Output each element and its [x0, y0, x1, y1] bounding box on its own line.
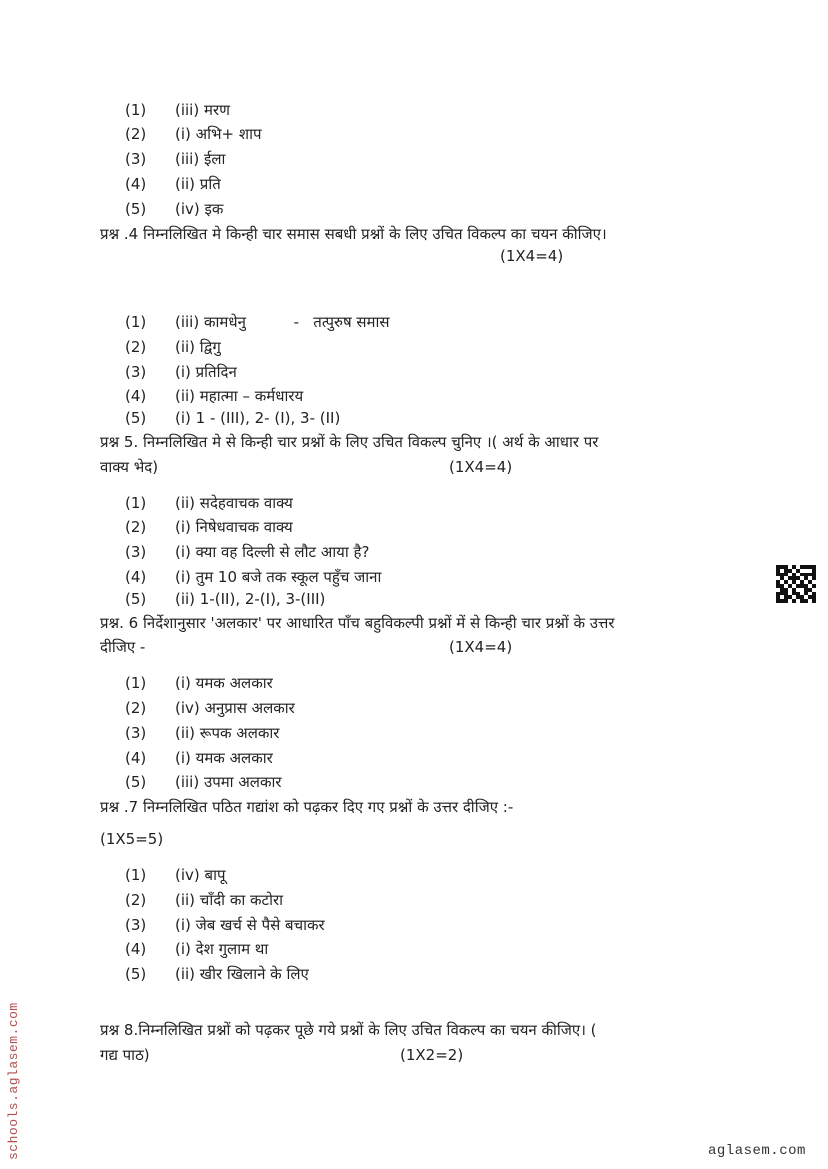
- question-5-text: प्रश्न 5. निम्नलिखित मे से किन्ही चार प्रश्नों के लिए उचित विकल्प चुनिए ।( अर्थ के आधार पर: [100, 433, 599, 451]
- question-8-text: प्रश्न 8.निम्नलिखित प्रश्नों को पढ़कर पूछे गये प्रश्नों के लिए उचित विकल्प का चयन कीजिए। (: [100, 1021, 597, 1039]
- question-6-text-continued: दीजिए -: [100, 638, 146, 656]
- question-8-text-continued: गद्य पाठ): [100, 1046, 150, 1064]
- question-7-text: प्रश्न .7 निम्नलिखित पठित गद्यांश को पढ़कर दिए गए प्रश्नों के उत्तर दीजिए :-: [100, 798, 514, 816]
- qr-code-icon: [776, 565, 816, 603]
- question-5-text-continued: वाक्य भेद): [100, 458, 159, 476]
- watermark-right: aglasem.com: [708, 1143, 806, 1159]
- question-6-marks: (1X4=4): [449, 638, 513, 656]
- question-4-text: प्रश्न .4 निम्नलिखित मे किन्ही चार समास सबधी प्रश्नों के लिए उचित विकल्प का चयन कीजिए।: [100, 225, 607, 243]
- question-5-marks: (1X4=4): [449, 458, 513, 476]
- question-4-marks: (1X4=4): [500, 247, 564, 265]
- question-8-marks: (1X2=2): [400, 1046, 464, 1064]
- watermark-left: schools.aglasem.com: [6, 1002, 21, 1160]
- answer-key-page: (1) (iii) मरण (2) (i) अभि+ शाप (3) (iii) ईला (4) (ii) प्रति (5) (iv) इक प्रश्न .4 निम्नलिखित मे किन्ही चार समास सबधी प्रश्नों के लिए उचित विकल्प का चयन कीजिए। (1X4=4) (1) (iii) कामधेनु - तत्पुरुष समास (2) (ii) द्विगु (3) (i) प्रतिदिन (4) (ii) महात्मा – कर्मधारय (5) (i) 1 - (III), 2- (I), 3- (II) प्रश्न 5. निम्नलिखित मे से किन्ही चार प्रश्नों के लिए उचित विकल्प चुनिए ।( अर्थ के आधार पर वाक्य भेद) (1X4=4) (1) (ii) सदेहवाचक वाक्य (2) (i) निषेधवाचक वाक्य (3) (i) क्या वह दिल्ली से लौट आया है? (4) (i) तुम 10 बजे तक स्कूल पहुँच जाना (5) (ii) 1-(II), 2-(I), 3-(III) प्रश्न. 6 निर्देशानुसार 'अलकार' पर आधारित पाँच बहुविकल्पी प्रश्नों में से किन्ही चार प्रश्नों के उत्तर दीजिए - (1X4=4) (1) (i) यमक अलकार (2) (iv) अनुप्रास अलकार (3) (ii) रूपक अलकार (4) (i) यमक अलकार (5) (iii) उपमा अलकार प्रश्न .7 निम्नलिखित पठित गद्यांश को पढ़कर दिए गए प्रश्नों के उत्तर दीजिए :- (1X5=5) (1) (iv) बापू (2) (ii) चाँदी का कटोरा (3) (i) जेब खर्च से पैसे बचाकर (4) (i) देश गुलाम था (5) (ii) खीर खिलाने के लिए प्रश्न 8.निम्नलिखित प्रश्नों को पढ़कर पूछे गये प्रश्नों के लिए उचित विकल्प का चयन कीजिए। ( गद्य पाठ) (1X2=2) schools.aglasem.com aglasem.com: [0, 0, 828, 1169]
- question-6-text: प्रश्न. 6 निर्देशानुसार 'अलकार' पर आधारित पाँच बहुविकल्पी प्रश्नों में से किन्ही चार प्रश्नों के उत्तर: [100, 614, 615, 632]
- question-7-marks: (1X5=5): [100, 830, 164, 848]
